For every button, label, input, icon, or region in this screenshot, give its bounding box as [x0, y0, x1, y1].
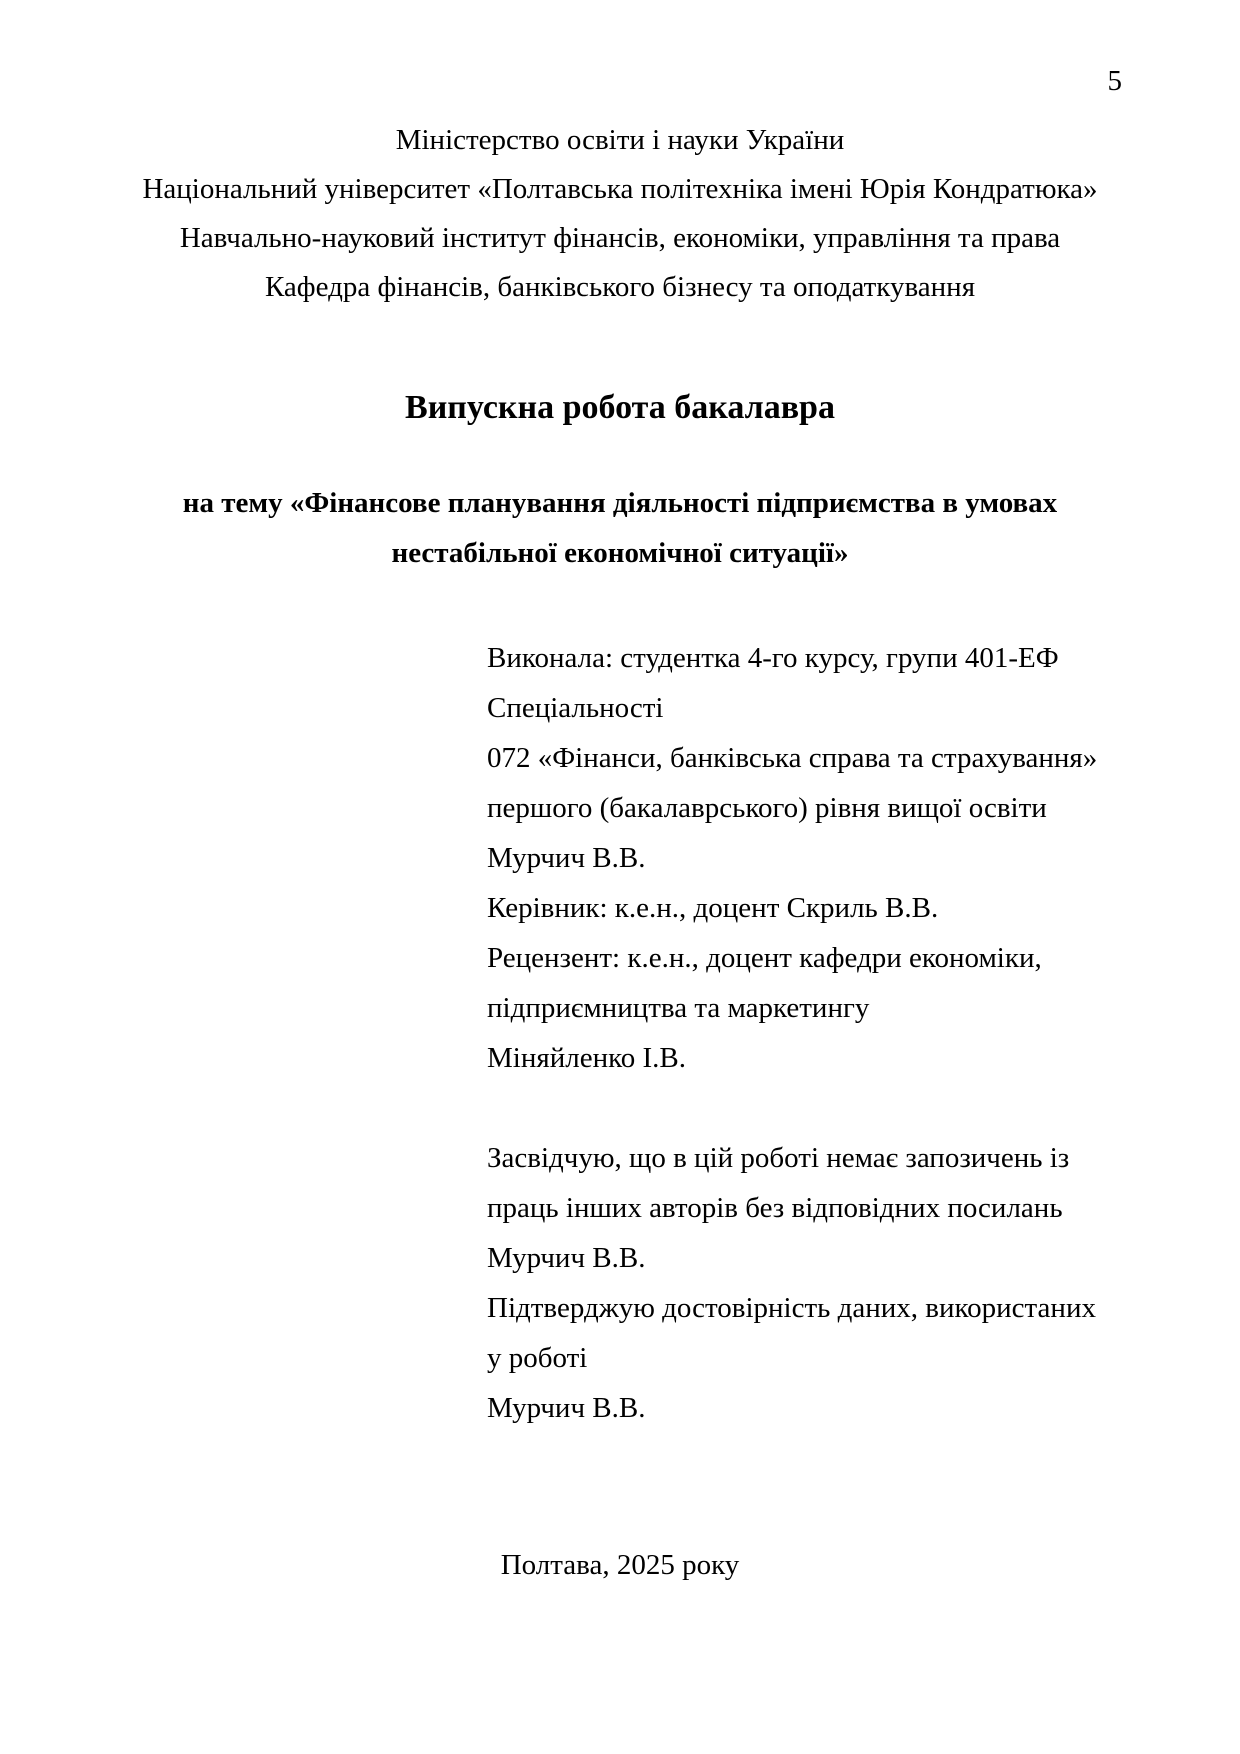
reviewer-line-2: підприємництва та маркетингу: [487, 992, 870, 1024]
page-number: 5: [1107, 65, 1122, 97]
details-block: [487, 633, 1097, 1433]
header-block: [62, 116, 1178, 312]
reviewer-name-line: Міняйленко І.В.: [487, 1042, 686, 1074]
institute-line: Навчально-науковий інститут фінансів, економіки, управління та права: [179, 222, 1061, 254]
declaration-line-2: праць інших авторів без відповідних посилань: [487, 1192, 1063, 1224]
confirmation-signature-line: Мурчич В.В.: [487, 1392, 646, 1424]
declaration-line-1: Засвідчую, що в цій роботі немає запозичень із: [487, 1142, 1070, 1174]
thesis-title: Випускна робота бакалавра: [405, 389, 835, 426]
reviewer-line-1: Рецензент: к.е.н., доцент кафедри економіки,: [487, 942, 1042, 974]
declaration-signature-line: Мурчич В.В.: [487, 1242, 646, 1274]
supervisor-line: Керівник: к.е.н., доцент Скриль В.В.: [487, 892, 939, 924]
degree-level-line: першого (бакалаврського) рівня вищої освіти: [487, 792, 1047, 824]
speciality-label-line: Спеціальності: [487, 692, 664, 724]
department-line: Кафедра фінансів, банківського бізнесу та оподаткування: [264, 271, 976, 303]
university-line: Національний університет «Полтавська політехніка імені Юрія Кондратюка»: [142, 173, 1098, 205]
city-year-line: Полтава, 2025 року: [500, 1549, 740, 1581]
performed-by-line: Виконала: студентка 4-го курсу, групи 401-ЕФ: [487, 642, 1059, 674]
blank-line: [487, 1083, 1097, 1133]
confirmation-line-1: Підтверджую достовірність даних, використаних: [487, 1292, 1096, 1324]
speciality-code-line: 072 «Фінанси, банківська справа та страхування»: [487, 742, 1098, 774]
ministry-line: Міністерство освіти і науки України: [395, 124, 845, 156]
student-name-line: Мурчич В.В.: [487, 842, 646, 874]
topic-line-2: нестабільної економічної ситуації»: [391, 537, 849, 569]
confirmation-line-2: у роботі: [487, 1342, 588, 1374]
topic-block: [62, 478, 1178, 578]
topic-line-1: на тему «Фінансове планування діяльності підприємства в умовах: [182, 487, 1058, 519]
